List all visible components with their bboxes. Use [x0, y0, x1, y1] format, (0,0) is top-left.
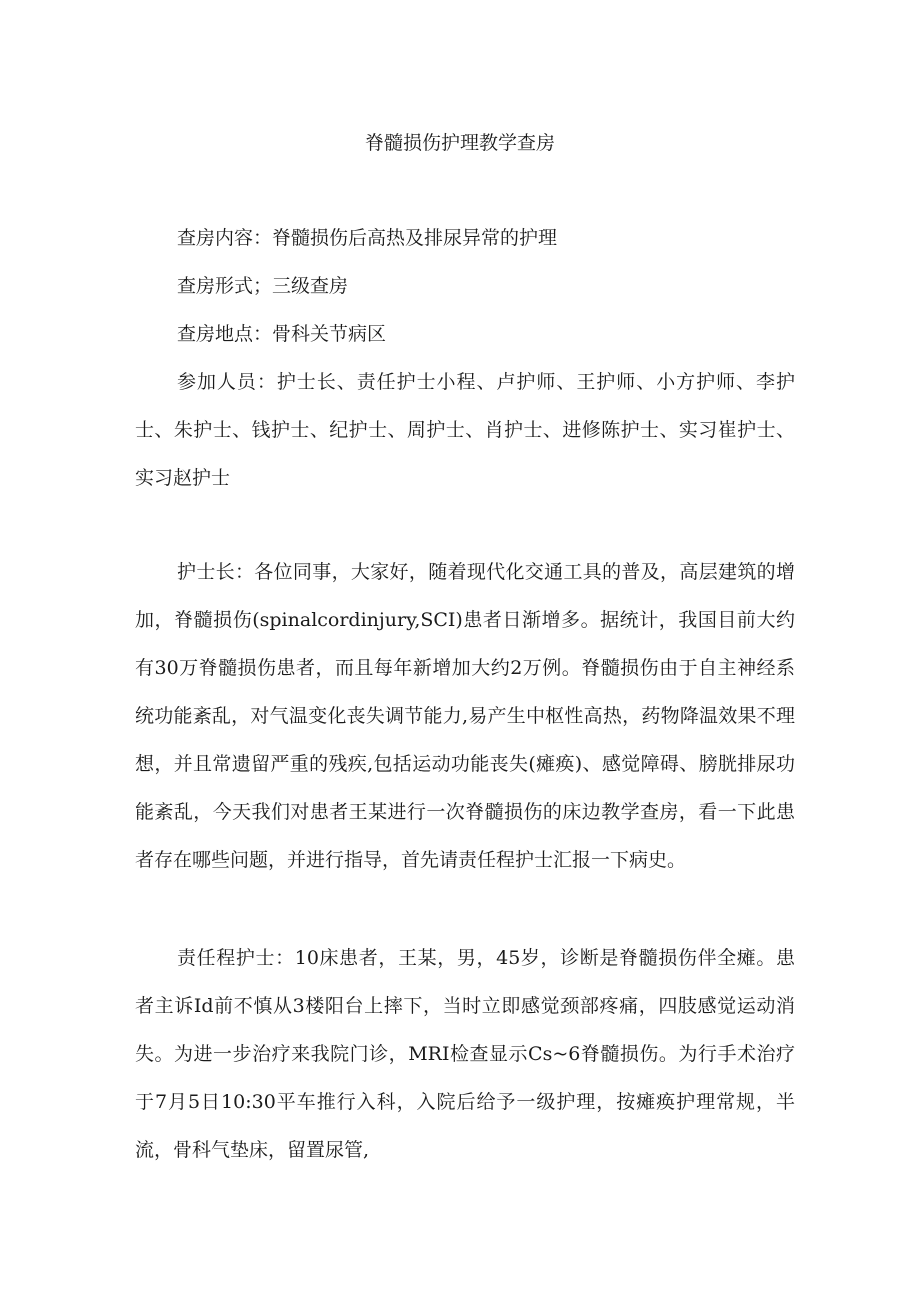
ward-round-participants: 参加人员：护士长、责任护士小程、卢护师、王护师、小方护师、李护士、朱护士、钱护士、纪护士、周护士、肖护士、进修陈护士、实习崔护士、实习赵护士	[135, 371, 795, 489]
primary-nurse-paragraph: 责任程护士：10床患者，王某，男，45岁，诊断是脊髓损伤伴全瘫。患者主诉Id前不慎从3楼阳台上摔下，当时立即感觉颈部疼痛，四肢感觉运动消失。为进一步治疗来我院门诊，MRI检查显示Cs~6脊髓损伤。为行手术治疗于7月5日10:30平车推行入科，入院后给予一级护理，按瘫痪护理常规，半流，骨科气垫床，留置尿管,	[135, 947, 795, 1161]
head-nurse-paragraph: 护士长：各位同事，大家好，随着现代化交通工具的普及，高层建筑的增加，脊髓损伤(spinalcordinjury,SCI)患者日渐增多。据统计，我国目前大约有30万脊髓损伤患者，而且每年新增加大约2万例。脊髓损伤由于自主神经系统功能紊乱，对气温变化丧失调节能力,易产生中枢性高热，药物降温效果不理想，并且常遗留严重的残疾,包括运动功能丧失(瘫痪)、感觉障碍、膀胱排尿功能紊乱，今天我们对患者王某进行一次脊髓损伤的床边教学查房，看一下此患者存在哪些问题，并进行指导，首先请责任程护士汇报一下病史。	[135, 561, 795, 871]
ward-round-content: 查房内容：脊髓损伤后高热及排尿异常的护理	[177, 227, 558, 249]
ward-round-form: 查房形式；三级查房	[177, 275, 349, 297]
document-title: 脊髓损伤护理教学查房	[364, 132, 555, 154]
ward-round-location: 查房地点：骨科关节病区	[177, 323, 387, 345]
